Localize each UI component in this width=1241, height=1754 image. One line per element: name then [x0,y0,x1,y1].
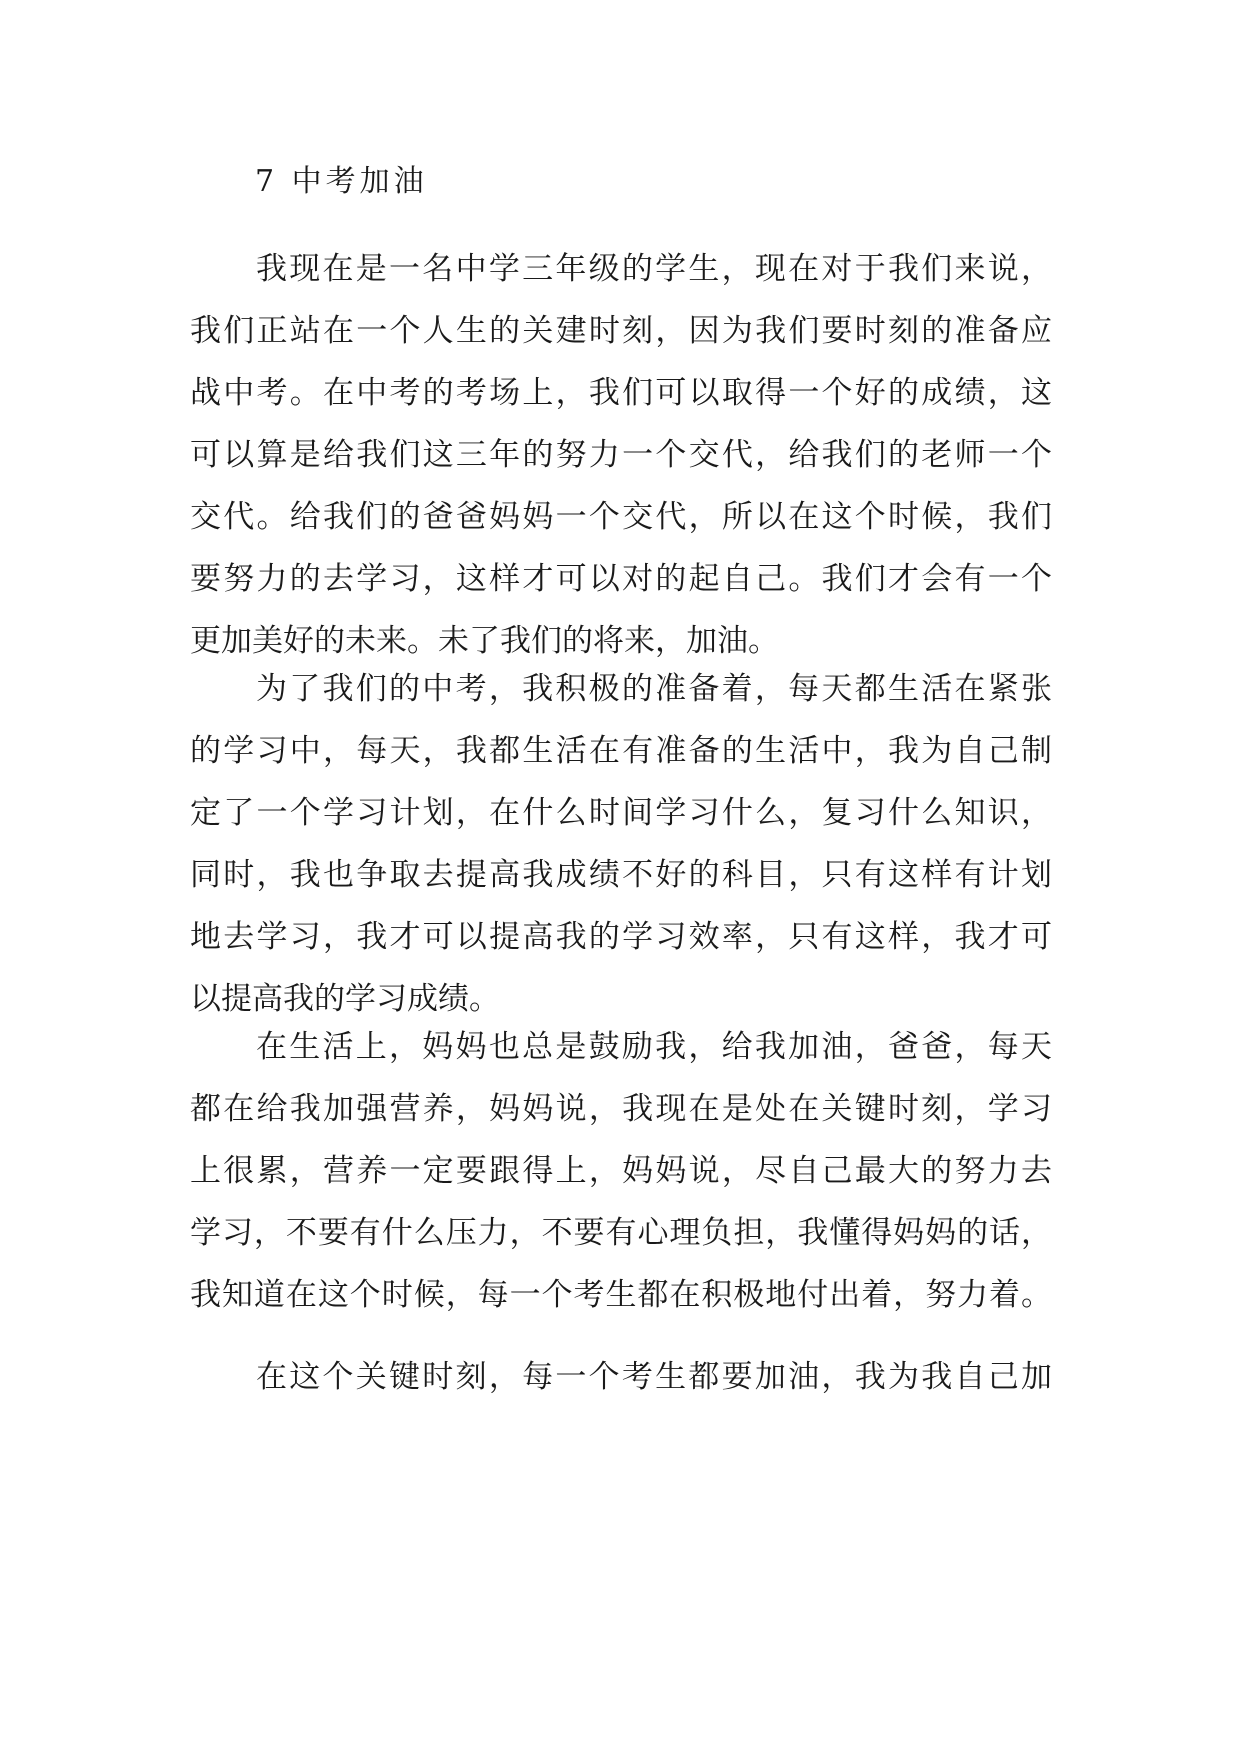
paragraph-line: 我现在是一名中学三年级的学生，现在对于我们来说， [256,251,1052,287]
paragraph-line: 交代。给我们的爸爸妈妈一个交代，所以在这个时候，我们 [190,499,1052,535]
paragraph-line: 更加美好的未来。未了我们的将来，加油。 [190,623,779,659]
paragraph-line: 可以算是给我们这三年的努力一个交代，给我们的老师一个 [190,437,1052,473]
paragraph-line: 地去学习，我才可以提高我的学习效率，只有这样，我才可 [190,919,1052,955]
paragraph-4 [190,1346,1052,1408]
paragraph-line: 在这个关键时刻，每一个考生都要加油，我为我自己加 [256,1359,1052,1395]
paragraph-line: 的学习中，每天，我都生活在有准备的生活中，我为自己制 [190,733,1052,769]
paragraph-line: 为了我们的中考，我积极的准备着，每天都生活在紧张 [256,671,1052,707]
paragraph-line: 上很累，营养一定要跟得上，妈妈说，尽自己最大的努力去 [190,1153,1052,1189]
paragraph-line: 要努力的去学习，这样才可以对的起自己。我们才会有一个 [190,561,1052,597]
paragraph-2 [190,658,1052,1030]
paragraph-line: 我知道在这个时候，每一个考生都在积极地付出着，努力着。 [190,1277,1052,1313]
paragraph-line: 以提高我的学习成绩。 [190,981,500,1017]
paragraph-line: 定了一个学习计划，在什么时间学习什么，复习什么知识， [190,795,1052,831]
paragraph-1 [190,238,1052,672]
paragraph-line: 都在给我加强营养，妈妈说，我现在是处在关键时刻，学习 [190,1091,1052,1127]
paragraph-3 [190,1016,1052,1326]
paragraph-line: 我们正站在一个人生的关建时刻，因为我们要时刻的准备应 [190,313,1052,349]
paragraph-line: 战中考。在中考的考场上，我们可以取得一个好的成绩，这 [190,375,1052,411]
paragraph-line: 学习，不要有什么压力，不要有心理负担，我懂得妈妈的话， [190,1215,1052,1251]
paragraph-line: 同时，我也争取去提高我成绩不好的科目，只有这样有计划 [190,857,1052,893]
paragraph-line: 在生活上，妈妈也总是鼓励我，给我加油，爸爸，每天 [256,1029,1052,1065]
document-title: 7 中考加油 [255,164,428,199]
